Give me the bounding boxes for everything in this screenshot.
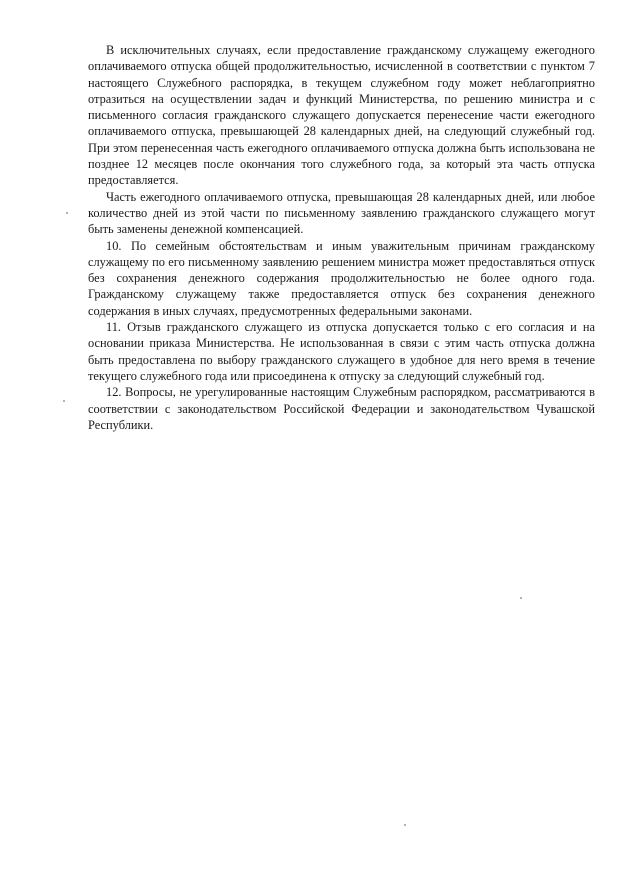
paragraph-11-recall-from-leave: 11. Отзыв гражданского служащего из отпуска допускается только с его согласия и на основании приказа Министерства. Не использованная в связи с этим часть отпуска должна быть предоставлена по выбору гражданского служащего в удобное для него время в течение текущего служебного года или присоединена к отпуску за следующий служебный год. (88, 320, 595, 383)
document-body (88, 42, 595, 433)
scan-speck (63, 400, 65, 402)
scan-speck (520, 597, 522, 599)
scan-speck (66, 212, 68, 214)
scan-speck (404, 824, 406, 826)
paragraph-vacation-transfer: В исключительных случаях, если предоставление гражданскому служащему ежегодного оплачиваемого отпуска общей продолжительностью, исчисленной в соответствии с пунктом 7 настоящего Служебного распорядка, в текущем служебном году может неблагоприятно отразиться на осуществлении задач и функций Министерства, по решению министра и с письменного согласия гражданского служащего допускается перенесение части ежегодного оплачиваемого отпуска, превышающей 28 календарных дней, на следующий служебный год. При этом перенесенная часть ежегодного оплачиваемого отпуска должна быть использована не позднее 12 месяцев после окончания того служебного года, за который эта часть отпуска предоставляется. (88, 43, 595, 188)
paragraph-12-unregulated-questions: 12. Вопросы, не урегулированные настоящим Служебным распорядком, рассматриваются в соответствии с законодательством Российской Федерации и законодательством Чувашской Республики. (88, 385, 595, 432)
paragraph-10-unpaid-leave: 10. По семейным обстоятельствам и иным уважительным причинам гражданскому служащему по его письменному заявлению решением министра может предоставляться отпуск без сохранения денежного содержания продолжительностью не более одного года. Гражданскому служащему также предоставляется отпуск без сохранения денежного содержания в иных случаях, предусмотренных федеральными законами. (88, 238, 595, 318)
paragraph-vacation-compensation: Часть ежегодного оплачиваемого отпуска, превышающая 28 календарных дней, или любое количество дней из этой части по письменному заявлению гражданского служащего могут быть заменены денежной компенсацией. (88, 189, 595, 237)
